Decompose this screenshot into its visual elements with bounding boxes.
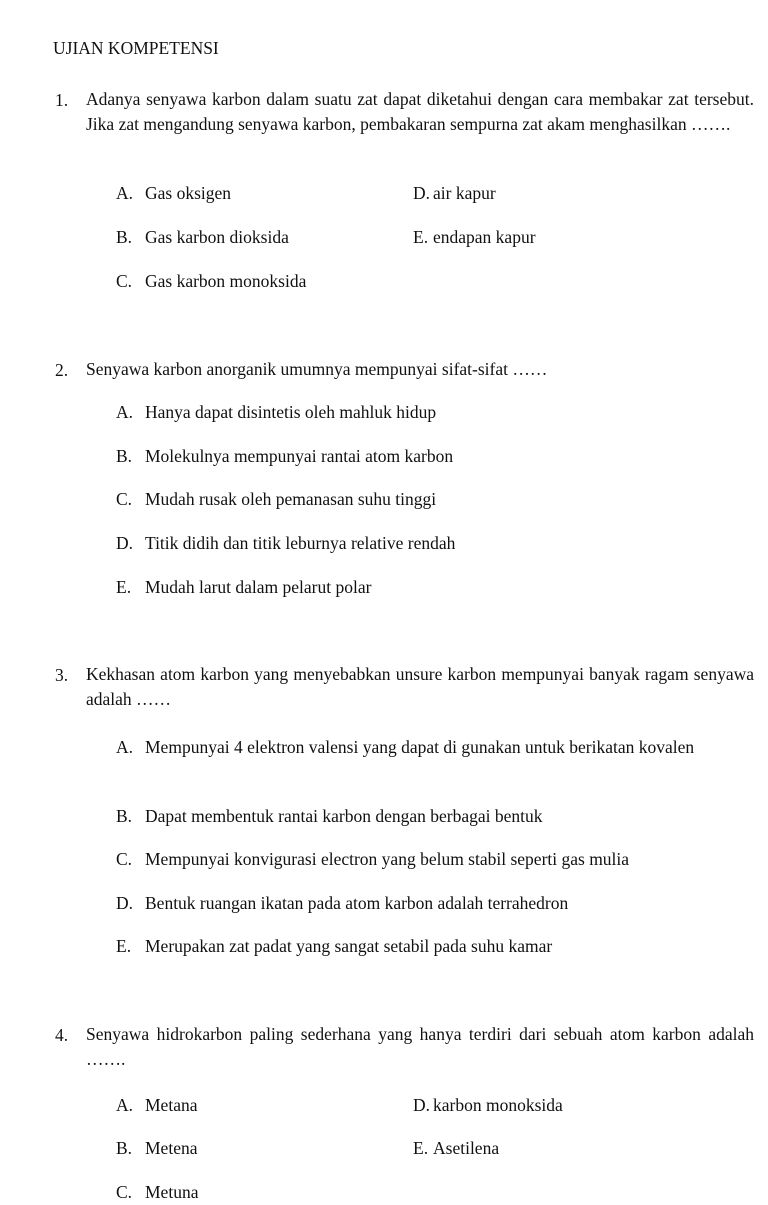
option-letter: A. [116, 183, 134, 203]
option-letter: D. [116, 893, 134, 913]
option-letter: C. [116, 1182, 133, 1202]
question-number: 2. [55, 360, 69, 380]
option-text: Merupakan zat padat yang sangat setabil pada suhu kamar [145, 936, 553, 956]
option-text: Mudah rusak oleh pemanasan suhu tinggi [145, 489, 437, 509]
option-text: Gas karbon dioksida [145, 227, 289, 247]
option-d[interactable] [413, 183, 496, 203]
option-letter: B. [116, 806, 133, 826]
option-a[interactable] [116, 735, 754, 760]
option-letter: D. [413, 183, 431, 203]
option-letter: D. [116, 533, 134, 553]
option-text: Mempunyai konvigurasi electron yang belum stabil seperti gas mulia [145, 849, 630, 869]
option-letter: A. [116, 737, 134, 757]
question-number: 4. [55, 1025, 69, 1045]
option-text: Gas oksigen [145, 183, 232, 203]
option-text: Metena [145, 1138, 198, 1158]
option-letter: C. [116, 271, 133, 291]
option-text: Molekulnya mempunyai rantai atom karbon [145, 446, 454, 466]
option-text: Metana [145, 1095, 198, 1115]
option-text: Gas karbon monoksida [145, 271, 307, 291]
option-e[interactable] [413, 1138, 499, 1158]
option-letter: A. [116, 1095, 134, 1115]
option-text: Titik didih dan titik leburnya relative rendah [145, 533, 456, 553]
option-letter: A. [116, 402, 134, 422]
option-text: Dapat membentuk rantai karbon dengan berbagai bentuk [145, 806, 543, 826]
option-c[interactable] [116, 271, 306, 291]
option-e[interactable] [413, 227, 536, 247]
option-c[interactable] [116, 849, 629, 869]
option-a[interactable] [116, 1095, 197, 1115]
option-text: endapan kapur [433, 227, 536, 247]
option-letter: E. [116, 577, 132, 597]
option-text: Mudah larut dalam pelarut polar [145, 577, 372, 597]
option-text: Mempunyai 4 elektron valensi yang dapat di gunakan untuk berikatan kovalen [145, 737, 695, 757]
question-text: Adanya senyawa karbon dalam suatu zat dapat diketahui dengan cara membakar zat tersebut. Jika zat mengandung senyawa karbon, pembakaran sempurna zat akam menghasilkan ……. [86, 89, 754, 134]
option-d[interactable] [116, 893, 568, 913]
question-number: 1. [55, 90, 69, 110]
page-title: UJIAN KOMPETENSI [53, 38, 219, 58]
option-a[interactable] [116, 183, 231, 203]
option-letter: B. [116, 1138, 133, 1158]
question-text: Senyawa karbon anorganik umumnya mempunyai sifat-sifat …… [86, 359, 548, 379]
option-b[interactable] [116, 227, 289, 247]
option-letter: B. [116, 446, 133, 466]
option-b[interactable] [116, 1138, 197, 1158]
option-c[interactable] [116, 489, 436, 509]
question-text: Kekhasan atom karbon yang menyebabkan unsure karbon mempunyai banyak ragam senyawa adalah …… [86, 664, 754, 709]
option-text: air kapur [433, 183, 496, 203]
option-text: Bentuk ruangan ikatan pada atom karbon adalah terrahedron [145, 893, 569, 913]
option-b[interactable] [116, 806, 543, 826]
option-letter: B. [116, 227, 133, 247]
option-text: Hanya dapat disintetis oleh mahluk hidup [145, 402, 437, 422]
option-letter: E. [413, 227, 429, 247]
option-c[interactable] [116, 1182, 198, 1202]
option-b[interactable] [116, 446, 453, 466]
option-a[interactable] [116, 402, 436, 422]
option-text: Metuna [145, 1182, 199, 1202]
option-text: Asetilena [433, 1138, 500, 1158]
option-letter: C. [116, 849, 133, 869]
option-letter: C. [116, 489, 133, 509]
option-d[interactable] [116, 533, 455, 553]
option-e[interactable] [116, 936, 552, 956]
question-text: Senyawa hidrokarbon paling sederhana yang hanya terdiri dari sebuah atom karbon adalah ……. [86, 1024, 754, 1069]
option-letter: D. [413, 1095, 431, 1115]
option-letter: E. [116, 936, 132, 956]
option-d[interactable] [413, 1095, 563, 1115]
question-number: 3. [55, 665, 69, 685]
option-letter: E. [413, 1138, 429, 1158]
option-text: karbon monoksida [433, 1095, 563, 1115]
option-e[interactable] [116, 577, 371, 597]
